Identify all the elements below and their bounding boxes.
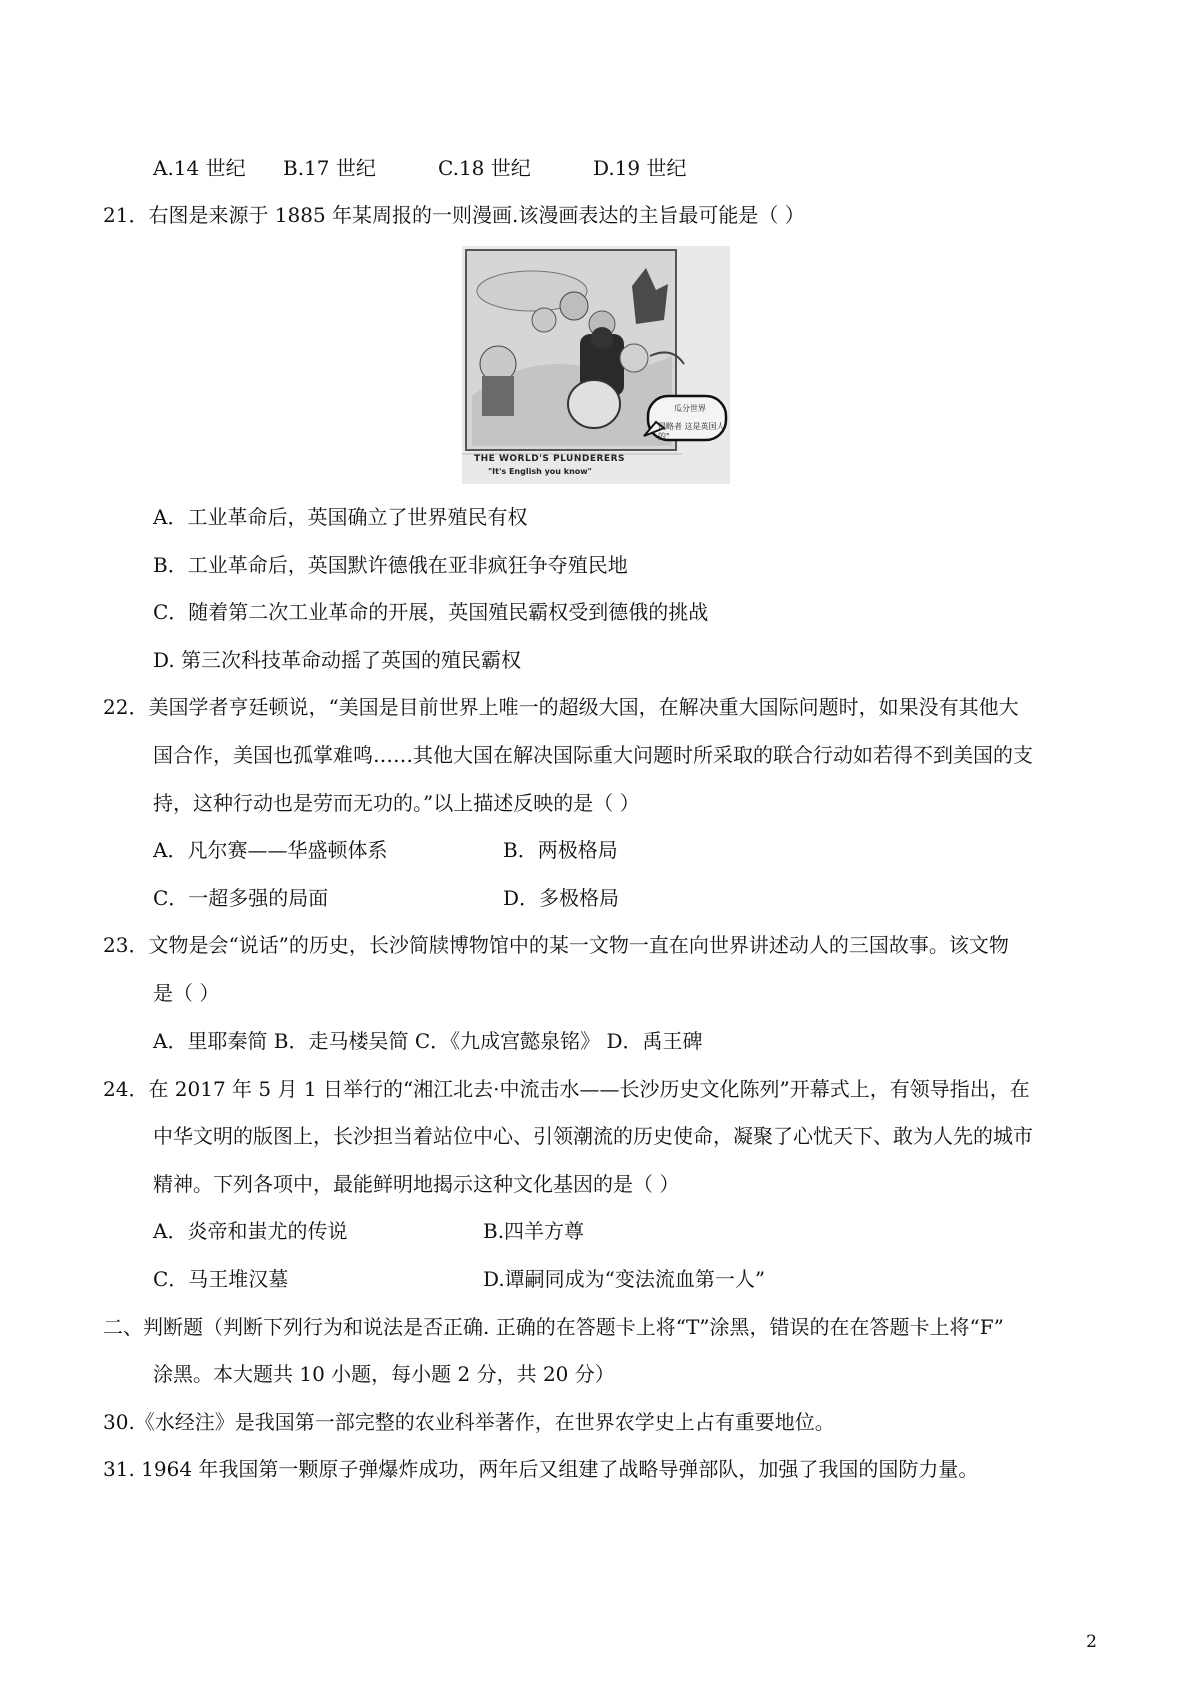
section2-heading-line1: 二、判断题（判断下列行为和说法是否正确. 正确的在答题卡上将“T”涂黑，错误的在在答题卡上将“F” [103,1315,1004,1339]
cartoon-drawing [462,246,730,484]
q30-statement: 30.《水经注》是我国第一部完整的农业科举著作，在世界农学史上占有重要地位。 [103,1410,835,1434]
q21-option-a: A．工业革命后，英国确立了世界殖民有权 [153,505,528,529]
q24-option-a: A．炎帝和蚩尤的传说 [153,1219,348,1243]
q21-option-d: D. 第三次科技革命动摇了英国的殖民霸权 [153,648,522,672]
page-number: 2 [1086,1632,1097,1652]
q22-stem-line2: 国合作，美国也孤掌难鸣……其他大国在解决国际重大问题时所采取的联合行动如若得不到美国的支 [153,743,1033,767]
q22-stem-line3: 持，这种行动也是劳而无功的。”以上描述反映的是（ ） [153,791,640,815]
q24-stem-line3: 精神。下列各项中，最能鲜明地揭示这种文化基因的是（ ） [153,1172,680,1196]
q22-option-b: B．两极格局 [503,838,618,862]
section2-heading-line2: 涂黑。本大题共 10 小题，每小题 2 分，共 20 分） [153,1362,615,1386]
q20-option-d: D.19 世纪 [593,156,687,180]
q21-stem: 21．右图是来源于 1885 年某周报的一则漫画.该漫画表达的主旨最可能是（ ） [103,203,805,227]
q20-option-c: C.18 世纪 [438,156,531,180]
q24-stem-line1: 24．在 2017 年 5 月 1 日举行的“湘江北去·中流击水——长沙历史文化陈列”开幕式上，有领导指出，在 [103,1077,1030,1101]
q21-option-b: B．工业革命后，英国默许德俄在亚非疯狂争夺殖民地 [153,553,628,577]
cartoon-caption-subtitle: "It's English you know" [488,467,592,476]
q31-statement: 31. 1964 年我国第一颗原子弹爆炸成功，两年后又组建了战略导弹部队，加强了我国的国防力量。 [103,1457,979,1481]
q20-option-b: B.17 世纪 [283,156,376,180]
q23-stem-line2: 是（ ） [153,981,220,1005]
q21-cartoon-image [462,246,730,484]
q24-option-b: B.四羊方尊 [483,1219,585,1243]
q21-option-c: C．随着第二次工业革命的开展，英国殖民霸权受到德俄的挑战 [153,600,709,624]
q24-option-d: D.谭嗣同成为“变法流血第一人” [483,1267,766,1291]
cartoon-caption-title: THE WORLD'S PLUNDERERS [474,454,625,464]
q22-option-c: C．一超多强的局面 [153,886,329,910]
q22-option-d: D．多极格局 [503,886,620,910]
q24-stem-line2: 中华文明的版图上，长沙担当着站位中心、引领潮流的历史使命，凝聚了心忧天下、敢为人先的城市 [153,1124,1033,1148]
q23-options: A．里耶秦简 B．走马楼吴简 C．《九成宫懿泉铭》 D．禹王碑 [153,1029,703,1053]
q22-stem-line1: 22．美国学者亨廷顿说，“美国是目前世界上唯一的超级大国，在解决重大国际问题时，如果没有其他大 [103,695,1019,719]
cartoon-bubble-line2: 侵略者 这是英国人的" [658,422,725,441]
q23-stem-line1: 23．文物是会“说话”的历史，长沙简牍博物馆中的某一文物一直在向世界讲述动人的三国故事。该文物 [103,933,1009,957]
q22-option-a: A．凡尔赛——华盛顿体系 [153,838,388,862]
q20-option-a: A.14 世纪 [153,156,246,180]
cartoon-bubble-line1: 瓜分世界 [674,404,706,413]
q24-option-c: C．马王堆汉墓 [153,1267,289,1291]
